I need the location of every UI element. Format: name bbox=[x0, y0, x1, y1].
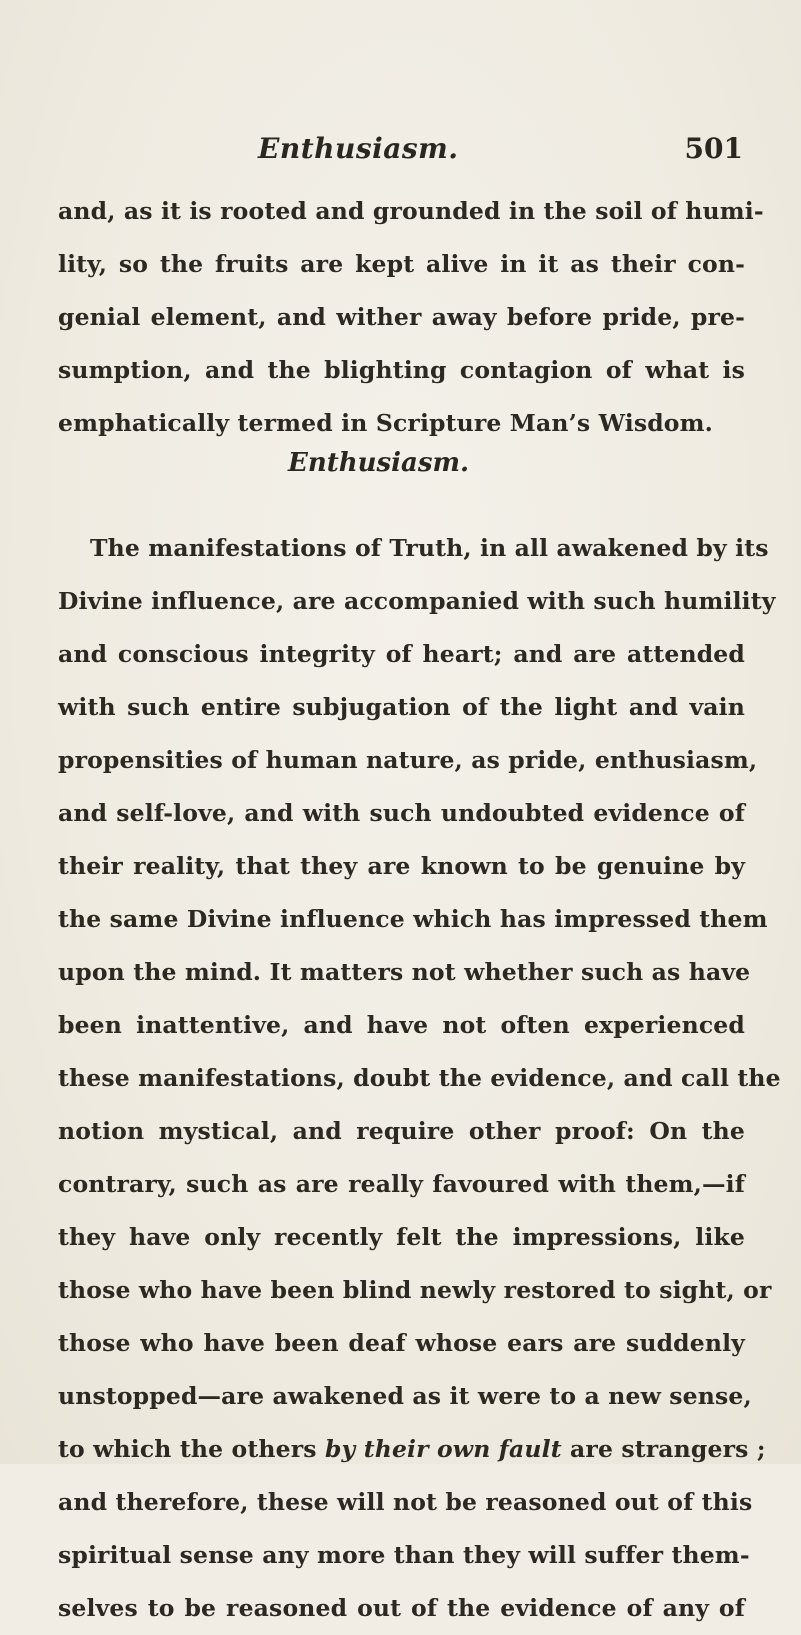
italic-run: by bbox=[324, 1435, 356, 1463]
text-line: those who have been deaf whose ears are suddenly bbox=[58, 1329, 745, 1357]
text-line: selves to be reasoned out of the evidence of any of bbox=[58, 1594, 745, 1622]
italic-run: their own fault bbox=[363, 1435, 562, 1463]
text-line: these manifestations, doubt the evidence, and call the bbox=[58, 1064, 781, 1092]
text-line: contrary, such as are really favoured with them,—if bbox=[58, 1170, 745, 1198]
text-line: notion mystical, and require other proof: On the bbox=[58, 1117, 745, 1145]
text-line: genial element, and wither away before pride, pre- bbox=[58, 303, 745, 331]
text-line: upon the mind. It matters not whether such as have bbox=[58, 958, 751, 986]
page-number: 501 bbox=[684, 132, 743, 165]
text-run: to which the others bbox=[58, 1435, 325, 1463]
text-line: unstopped—are awakened as it were to a new sense, bbox=[58, 1382, 752, 1410]
text-line: propensities of human nature, as pride, enthusiasm, bbox=[58, 746, 758, 774]
running-head bbox=[0, 132, 801, 172]
text-line: and therefore, these will not be reasoned out of this bbox=[58, 1488, 753, 1516]
text-line: and self-love, and with such undoubted evidence of bbox=[58, 799, 745, 827]
continuation-paragraph bbox=[58, 185, 764, 450]
running-title: Enthusiasm. bbox=[258, 132, 459, 165]
text-line: and, as it is rooted and grounded in the soil of humi- bbox=[58, 197, 764, 225]
text-run bbox=[355, 1435, 363, 1463]
text-line: with such entire subjugation of the light and vain bbox=[58, 693, 745, 721]
section-heading: Enthusiasm. bbox=[288, 448, 470, 478]
text-line: the same Divine influence which has impressed them bbox=[58, 905, 768, 933]
text-line: spiritual sense any more than they will suffer them- bbox=[58, 1541, 750, 1569]
text-line: Divine influence, are accompanied with such humility bbox=[58, 587, 776, 615]
text-line: sumption, and the blighting contagion of what is bbox=[58, 356, 745, 384]
text-line: their reality, that they are known to be genuine by bbox=[58, 852, 745, 880]
text-line: lity, so the fruits are kept alive in it as their con- bbox=[58, 250, 745, 278]
text-line: emphatically termed in Scripture Man’s Wisdom. bbox=[58, 409, 713, 437]
text-line: those who have been blind newly restored to sight, or bbox=[58, 1276, 772, 1304]
text-line-with-italics bbox=[58, 1423, 766, 1476]
text-run: are strangers ; bbox=[561, 1435, 766, 1463]
text-line: and conscious integrity of heart; and are attended bbox=[58, 640, 745, 668]
section-paragraph bbox=[58, 522, 781, 1635]
text-line: been inattentive, and have not often experienced bbox=[58, 1011, 745, 1039]
text-line: they have only recently felt the impressions, like bbox=[58, 1223, 745, 1251]
text-line: The manifestations of Truth, in all awakened by its bbox=[90, 534, 769, 562]
